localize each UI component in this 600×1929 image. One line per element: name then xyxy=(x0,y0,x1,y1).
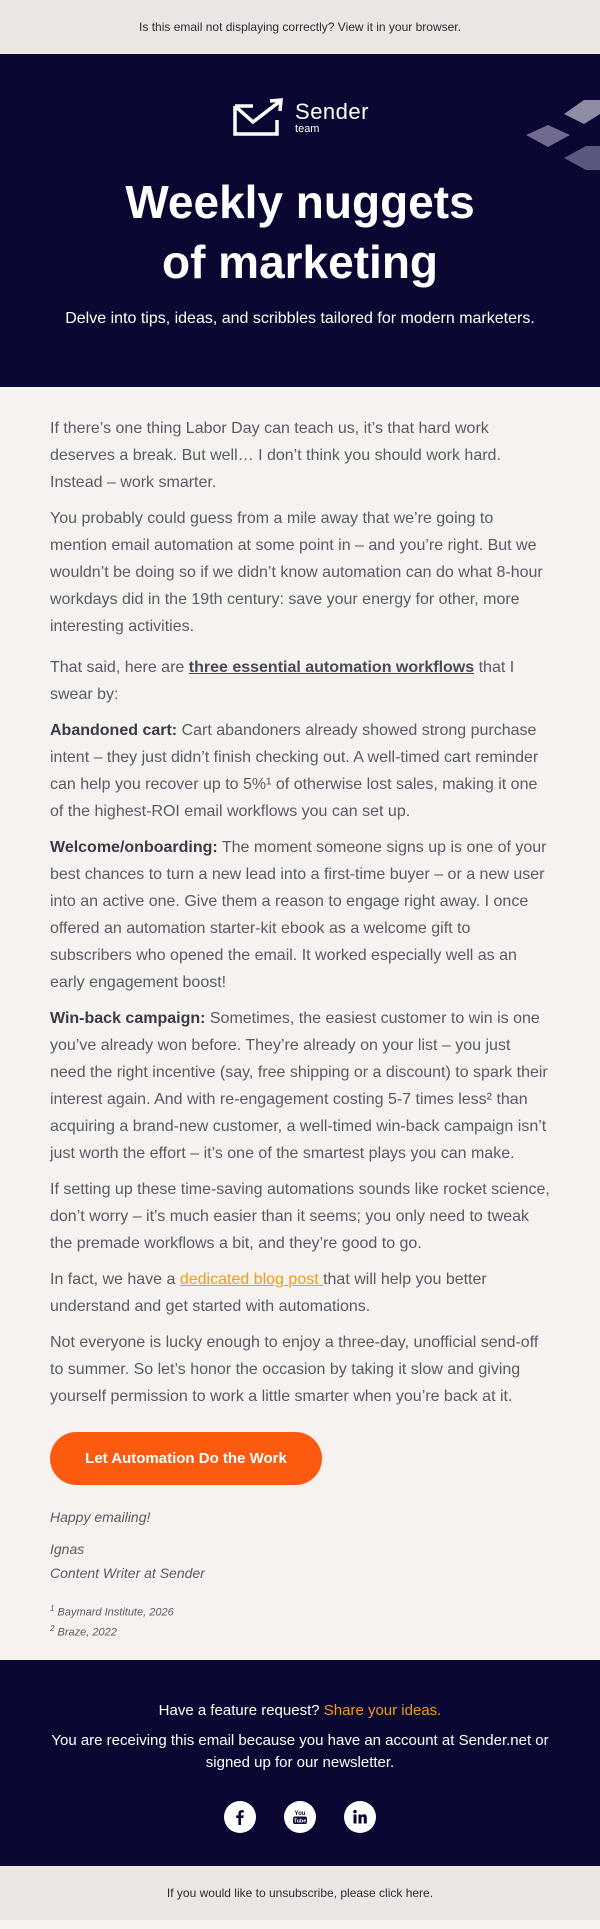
automation-paragraph: You probably could guess from a mile away that we’re going to mention email automation at some point in – and you’re right. But we wouldn’t be doing so if we didn’t know automation can do what 8-hour workdays did in the 19th century: save your energy for other, more interesting activities. xyxy=(50,510,543,635)
workflows-intro: That said, here are three essential automation workflows that I swear by: xyxy=(50,659,515,703)
svg-text:You: You xyxy=(294,1811,306,1818)
hero-title-line1: Weekly nuggets xyxy=(125,176,475,228)
workflows-link[interactable]: three essential automation workflows xyxy=(188,659,475,676)
intro-paragraph: If there’s one thing Labor Day can teach us, it’s that hard work deserves a break. But well… I don’t think you should work hard. Instead – work smarter. xyxy=(50,420,501,491)
automation-cta-button[interactable]: Let Automation Do the Work xyxy=(50,1432,322,1485)
preheader xyxy=(0,0,600,54)
hero-banner xyxy=(0,54,600,387)
unsubscribe-link[interactable]: If you would like to unsubscribe, please click here. xyxy=(166,1886,434,1901)
receiving-notice: You are receiving this email because you have an account at Sender.net or signed up for our newsletter. xyxy=(51,1732,549,1772)
footnote-2: $^2$ Braze, 2022 xyxy=(50,1623,117,1639)
view-in-browser-link[interactable]: Is this email not displaying correctly? View it in your browser. xyxy=(139,20,461,34)
envelope-logo-icon xyxy=(231,98,285,138)
hero-subtitle: Delve into tips, ideas, and scribbles tailored for modern marketers. xyxy=(65,310,535,327)
sender-logo xyxy=(0,98,600,138)
youtube-icon[interactable] xyxy=(284,1801,316,1833)
blog-post-link[interactable]: dedicated blog post xyxy=(179,1271,324,1288)
footer xyxy=(0,1660,600,1866)
share-ideas-link[interactable]: Share your ideas. xyxy=(323,1702,442,1720)
logo-wordmark: Sender xyxy=(295,99,369,124)
footnote-1: $^1$ Baymard Institute, 2026 xyxy=(50,1604,174,1619)
author-name: Ignas xyxy=(50,1541,85,1557)
social-links xyxy=(0,1801,600,1833)
blog-post-paragraph: In fact, we have a dedicated blog post that will help you better understand and get started with automations. xyxy=(50,1271,487,1315)
abandoned-cart-paragraph: Abandoned cart: Cart abandoners already showed strong purchase intent – they just didn’t finish checking out. A well-timed cart reminder can help you recover up to 5%¹ of otherwise lost sales, making it one of the highest-ROI email workflows you can set up. xyxy=(50,722,539,820)
logo-subtext: team xyxy=(295,123,320,135)
feature-request-line: Have a feature request? Share your ideas. xyxy=(158,1702,442,1720)
rocket-science-paragraph: If setting up these time-saving automations sounds like rocket science, don’t worry – it’s much easier than it seems; you only need to tweak the premade workflows a bit, and they’re good to go. xyxy=(50,1181,550,1252)
svg-text:Tube: Tube xyxy=(293,1818,307,1825)
facebook-icon[interactable] xyxy=(224,1801,256,1833)
signoff-text: Happy emailing! xyxy=(50,1509,151,1525)
winback-label: Win-back campaign: xyxy=(50,1010,206,1027)
hero-title xyxy=(0,172,600,292)
hero-title-line2: of marketing xyxy=(161,236,439,288)
welcome-paragraph: Welcome/onboarding: The moment someone signs up is one of your best chances to turn a new lead into a first-time buyer – or a new user into an active one. Give them a reason to engage right away. I once offered an automation starter-kit ebook as a welcome gift to subscribers who opened the email. It worked especially well as an early engagement boost! xyxy=(50,839,547,991)
email-content xyxy=(0,387,600,1640)
footnotes xyxy=(50,1601,550,1640)
signature xyxy=(50,1505,550,1585)
winback-paragraph: Win-back campaign: Sometimes, the easiest customer to win is one you’ve already won before. They’re already on your list – you just need the right incentive (say, free shipping or a discount) to spark their interest again. And with re-engagement costing 5-7 times less² than acquiring a brand-new customer, a well-timed win-back campaign isn’t just worth the effort – it’s one of the smartest plays you can make. xyxy=(50,1010,548,1162)
unsubscribe-bar xyxy=(0,1866,600,1920)
author-role: Content Writer at Sender xyxy=(50,1565,205,1581)
welcome-label: Welcome/onboarding: xyxy=(50,839,218,856)
closing-paragraph: Not everyone is lucky enough to enjoy a three-day, unofficial send-off to summer. So let’s honor the occasion by taking it slow and giving yourself permission to work a little smarter when you’re back at it. xyxy=(50,1334,539,1405)
linkedin-icon[interactable] xyxy=(344,1801,376,1833)
abandoned-cart-label: Abandoned cart: xyxy=(50,722,178,739)
